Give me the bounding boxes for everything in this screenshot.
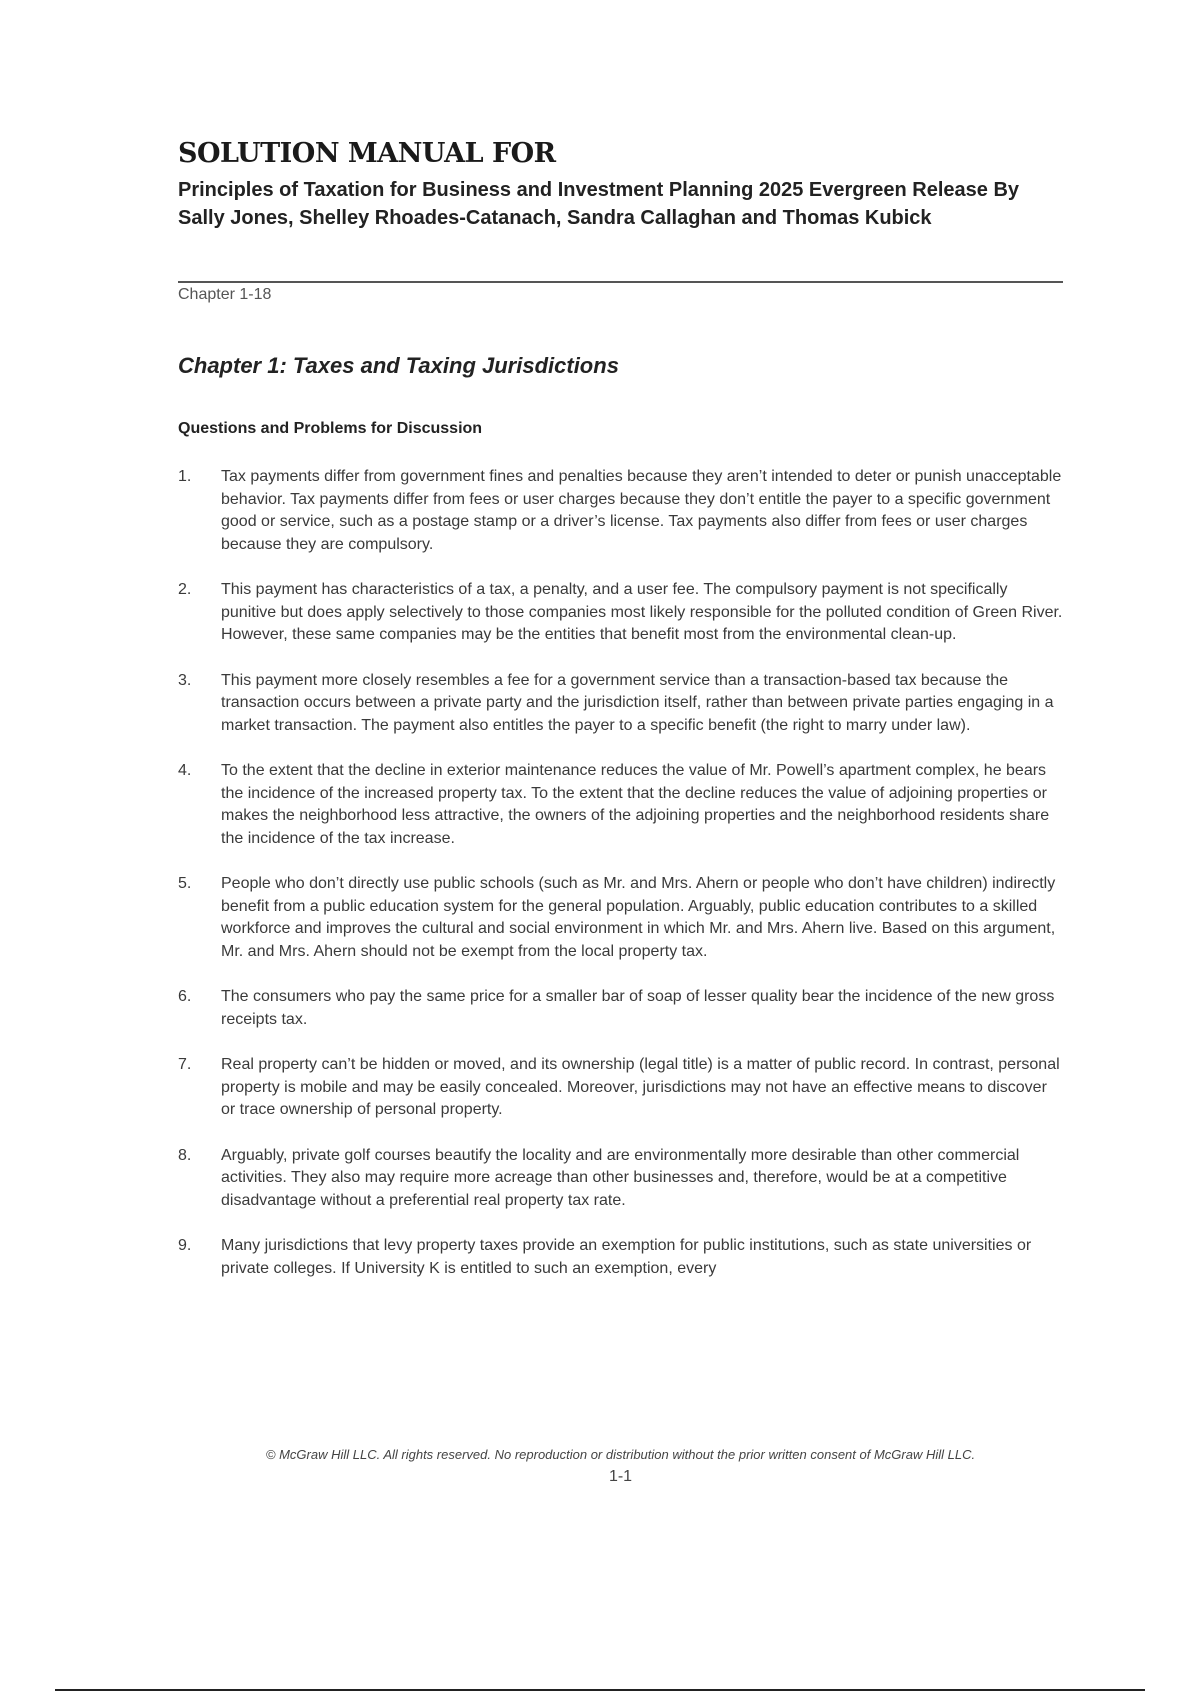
answer-text: To the extent that the decline in exterior maintenance reduces the value of Mr. Powell’s apartment complex, he bears the incidence of the increased property tax. To the extent that the decline reduces the value of adjoining properties or makes the neighborhood less attractive, the owners of the adjoining properties and the neighborhood residents share the incidence of the tax increase. bbox=[221, 762, 1050, 847]
answer-text: The consumers who pay the same price for a smaller bar of soap of lesser quality bear the incidence of the new gross receipts tax. bbox=[221, 988, 1055, 1028]
chapter-title: Chapter 1: Taxes and Taxing Jurisdictions bbox=[178, 353, 619, 378]
answer-number: 1. bbox=[178, 468, 192, 485]
answer-number: 6. bbox=[178, 988, 192, 1005]
answer-text: People who don’t directly use public schools (such as Mr. and Mrs. Ahern or people who don’t have children) indirectly benefit from a public education system for the general population. Arguably, public education contributes to a skilled workforce and improves the cultural and social environment in which Mr. and Mrs. Ahern live. Based on this argument, Mr. and Mrs. Ahern should not be exempt from the local property tax. bbox=[221, 875, 1056, 960]
answer-list bbox=[178, 466, 1063, 1303]
answer-number: 3. bbox=[178, 671, 192, 689]
answer-number: 9. bbox=[178, 1237, 192, 1254]
answer-number: 4. bbox=[178, 762, 192, 779]
answer-item-5 bbox=[178, 873, 1063, 963]
answer-text: Tax payments differ from government fines and penalties because they aren’t intended to deter or punish unacceptable behavior. Tax payments differ from fees or user charges because they don’t entitle the payer to a specific government good or service, such as a postage stamp or a driver’s license. Tax payments also differ from fees or user charges because they are compulsory. bbox=[221, 468, 1062, 553]
answer-text: This payment more closely resembles a fee for a government service than a transaction-based tax because the transaction occurs between a private party and the jurisdiction itself, rather than between private parties engaging in a market transaction. The payment also entitles the payer to a specific benefit (the right to marry under law). bbox=[221, 671, 1054, 734]
answer-item-4 bbox=[178, 760, 1063, 850]
answer-text: Many jurisdictions that levy property taxes provide an exemption for public institutions, such as state universities or private colleges. If University K is entitled to such an exemption, every bbox=[221, 1237, 1032, 1277]
answer-text: This payment has characteristics of a tax, a penalty, and a user fee. The compulsory payment is not specifically punitive but does apply selectively to those companies most likely responsible for the polluted condition of Green River. However, these same companies may be the entities that benefit most from the environmental clean-up. bbox=[221, 581, 1063, 643]
answer-item-8 bbox=[178, 1145, 1063, 1213]
section-heading: Questions and Problems for Discussion bbox=[178, 420, 483, 437]
book-title: Principles of Taxation for Business and Investment Planning 2025 Evergreen Release By Sally Jones, Shelley Rhoades-Catanach, Sandra Callaghan and Thomas Kubick bbox=[178, 179, 1020, 229]
header-divider bbox=[178, 281, 1063, 283]
page-number: 1-1 bbox=[608, 1468, 633, 1485]
answer-item-1 bbox=[178, 466, 1063, 556]
answer-text: Arguably, private golf courses beautify the locality and are environmentally more desirable than other commercial activities. They also may require more acreage than other businesses and, therefore, would be at a competitive disadvantage without a preferential real property tax rate. bbox=[221, 1146, 1020, 1209]
answer-text: Real property can’t be hidden or moved, and its ownership (legal title) is a matter of public record. In contrast, personal property is mobile and may be easily concealed. Moreover, jurisdictions may not have an effective means to discover or trace ownership of personal property. bbox=[221, 1056, 1060, 1118]
answer-number: 8. bbox=[178, 1146, 192, 1164]
bottom-divider bbox=[55, 1689, 1145, 1691]
answer-item-6 bbox=[178, 986, 1063, 1031]
answer-item-9 bbox=[178, 1235, 1063, 1280]
answer-item-7 bbox=[178, 1054, 1063, 1122]
answer-number: 2. bbox=[178, 581, 192, 598]
copyright-footer: © McGraw Hill LLC. All rights reserved. No reproduction or distribution without the prior written consent of McGraw Hill LLC. bbox=[265, 1447, 976, 1462]
answer-number: 7. bbox=[178, 1056, 192, 1073]
manual-title: SOLUTION MANUAL FOR bbox=[178, 138, 556, 169]
running-head: Chapter 1-18 bbox=[178, 286, 272, 303]
answer-number: 5. bbox=[178, 875, 192, 892]
answer-item-3 bbox=[178, 670, 1063, 738]
answer-item-2 bbox=[178, 579, 1063, 647]
